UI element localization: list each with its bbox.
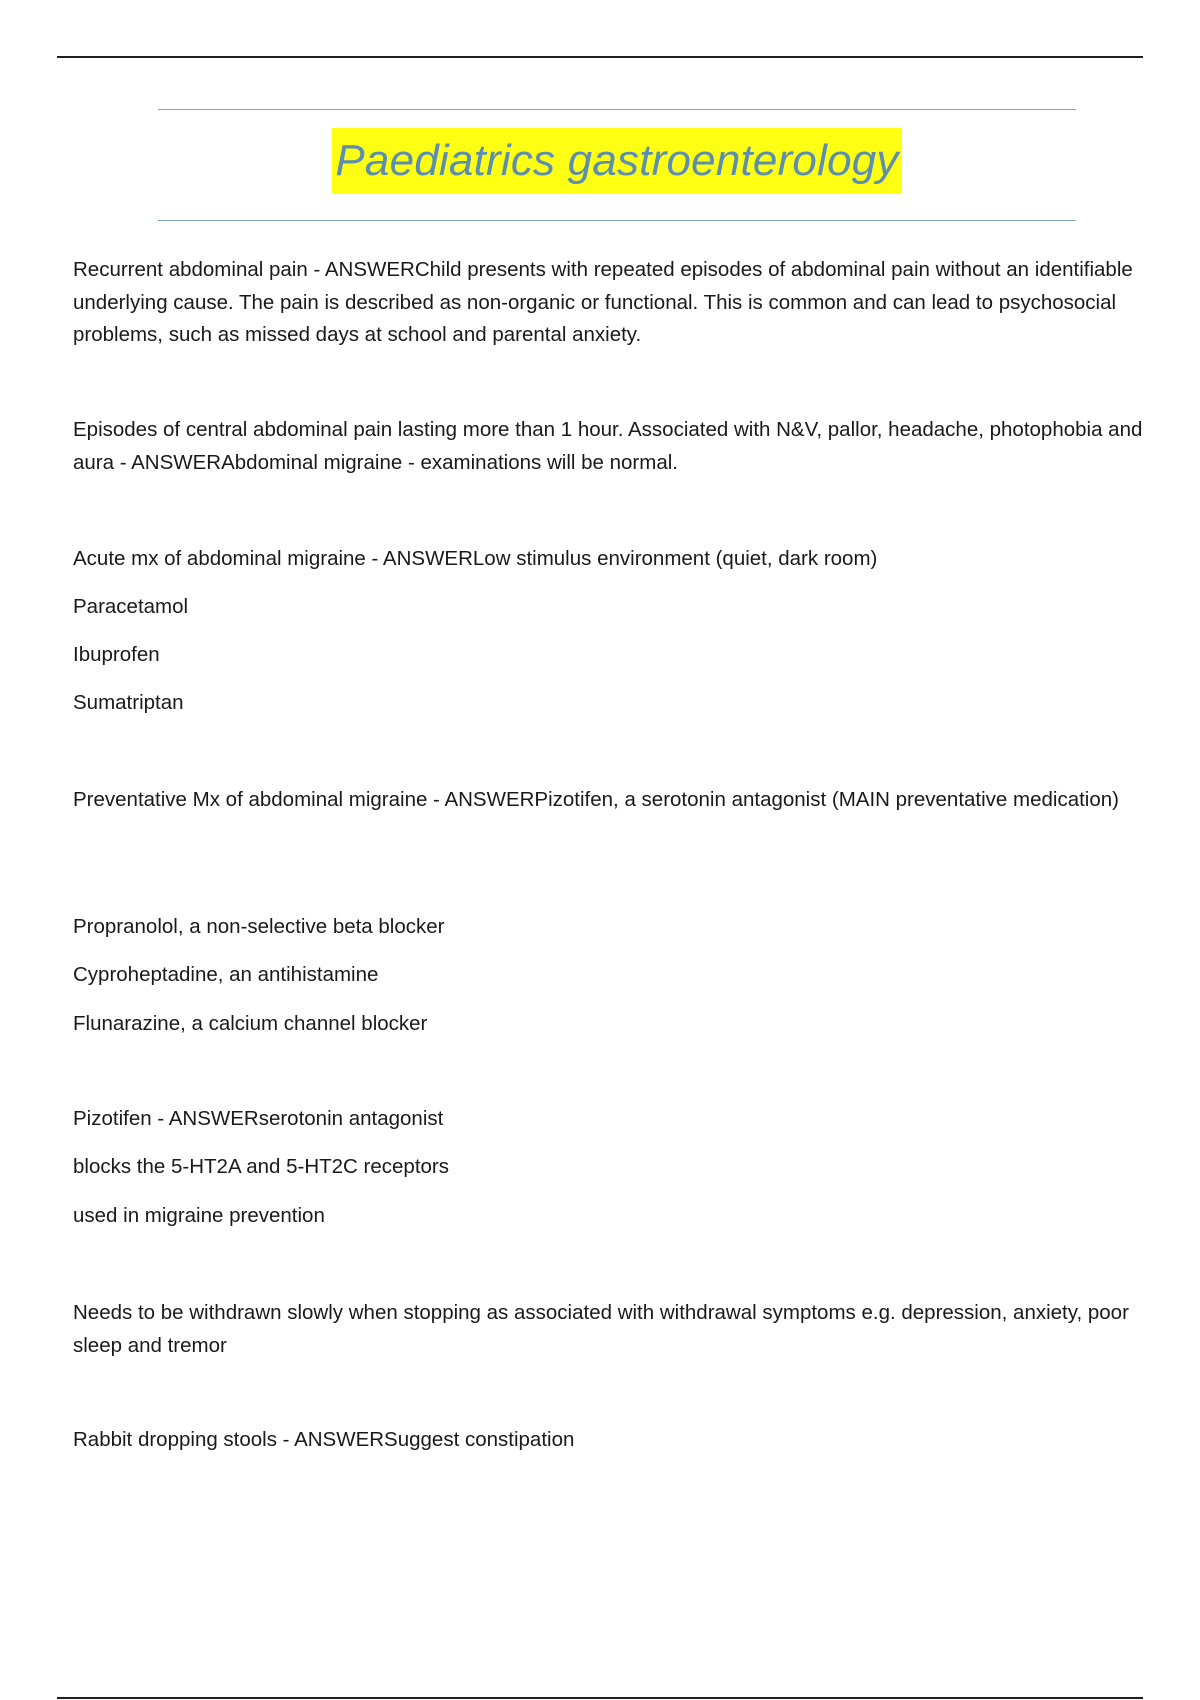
qa-pizotifen: Pizotifen - ANSWERserotonin antagonist xyxy=(73,1107,444,1130)
list-item: Sumatriptan xyxy=(73,691,184,714)
list-item: Flunarazine, a calcium channel blocker xyxy=(73,1012,428,1035)
list-item: Propranolol, a non-selective beta blocker xyxy=(73,915,445,938)
qa-pizotifen-withdrawal: Needs to be withdrawn slowly when stopping as associated with withdrawal symptoms e.g. depression, anxiety, poor sleep and tremor xyxy=(73,1301,1129,1357)
list-item: Cyproheptadine, an antihistamine xyxy=(73,963,379,986)
title-top-rule xyxy=(158,109,1076,110)
title-block xyxy=(0,128,1200,194)
list-item: Ibuprofen xyxy=(73,643,160,666)
list-item: used in migraine prevention xyxy=(73,1204,325,1227)
qa-preventative-mx-abdominal-migraine: Preventative Mx of abdominal migraine - ANSWERPizotifen, a serotonin antagonist (MAIN preventative medication) xyxy=(73,788,1119,811)
qa-rabbit-dropping-stools: Rabbit dropping stools - ANSWERSuggest constipation xyxy=(73,1428,575,1451)
document-title: Paediatrics gastroenterology xyxy=(332,128,901,194)
title-bottom-rule xyxy=(158,220,1076,221)
qa-recurrent-abdominal-pain: Recurrent abdominal pain - ANSWERChild presents with repeated episodes of abdominal pain without an identifiable underlying cause. The pain is described as non-organic or functional. This is common and can lead to psychosocial problems, such as missed days at school and parental anxiety. xyxy=(73,258,1133,346)
qa-acute-mx-abdominal-migraine: Acute mx of abdominal migraine - ANSWERLow stimulus environment (quiet, dark room) xyxy=(73,547,878,570)
page-bottom-rule xyxy=(57,1697,1143,1699)
page-top-rule xyxy=(57,56,1143,58)
qa-abdominal-migraine-episodes: Episodes of central abdominal pain lasting more than 1 hour. Associated with N&V, pallor, headache, photophobia and aura - ANSWERAbdominal migraine - examinations will be normal. xyxy=(73,418,1143,474)
list-item: blocks the 5-HT2A and 5-HT2C receptors xyxy=(73,1155,449,1178)
list-item: Paracetamol xyxy=(73,595,189,618)
